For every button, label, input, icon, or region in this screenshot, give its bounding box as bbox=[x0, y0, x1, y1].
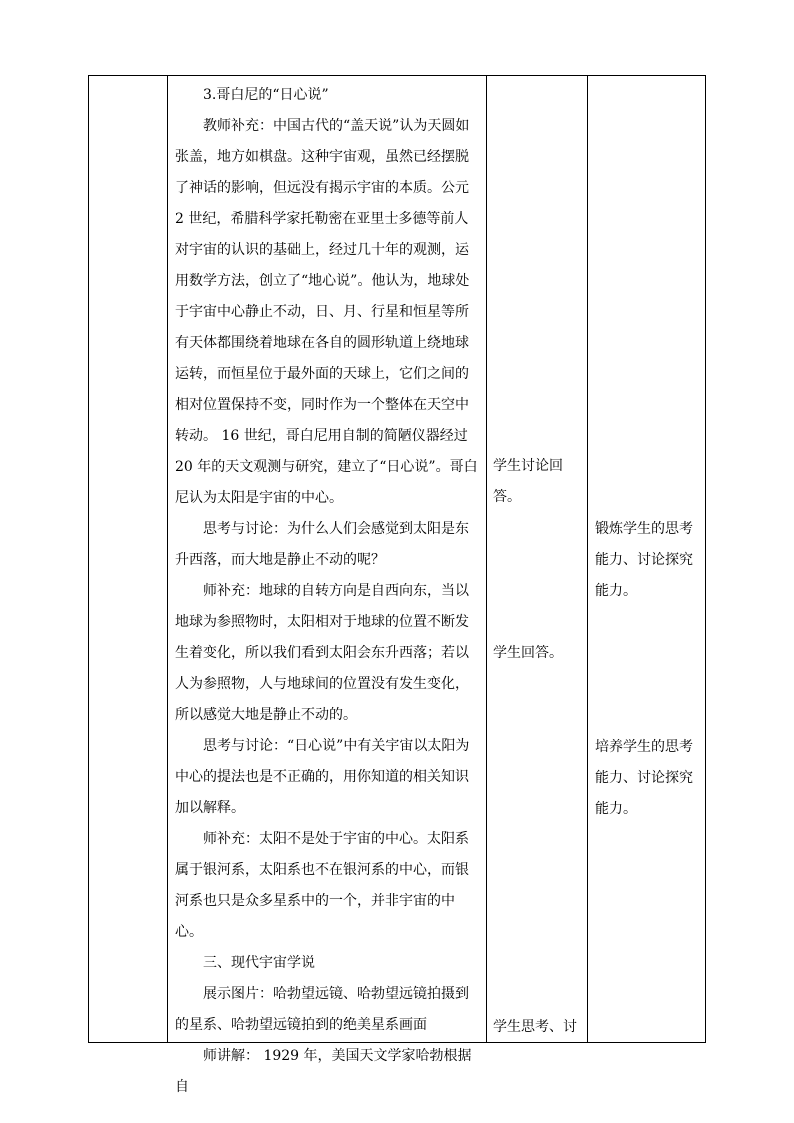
student-activity-item: 学生回答。 bbox=[493, 645, 563, 661]
paragraph: 教师补充：中国古代的“盖天说”认为天圆如张盖，地方如棋盘。这种宇宙观，虽然已经摆脱了神话的影响，但远没有揭示宇宙的本质。公元 2 世纪，希腊科学家托勒密在亚里士多德等前人对宇宙的认识的基础上，经过几十年的观测，运用数学方法，创立了“地心说”。他认为，地球处于宇宙中心静止不动，日、月、行星和恒星等所有天体都围绕着地球在各自的圆形轨道上绕地球运转，而恒星位于最外面的天球上，它们之间的相对位置保持不变，同时作为一个整体在天空中转动。 16 世纪，哥白尼用自制的简陋仪器经过 20 年的天文观测与研究，建立了“日心说”。哥白尼认为太阳是宇宙的中心。 bbox=[175, 118, 478, 506]
paragraph: 师讲解： 1929 年，美国天文学家哈勃根据自 bbox=[175, 1048, 472, 1095]
teaching-content-cell bbox=[175, 80, 481, 1103]
lesson-table bbox=[88, 75, 706, 1095]
paragraph: 思考与讨论：“日心说”中有关宇宙以太阳为中心的提法也是不正确的，用你知道的相关知识加以解释。 bbox=[175, 738, 470, 816]
student-activity-item: 学生讨论回答。 bbox=[493, 458, 563, 505]
column-divider bbox=[587, 76, 588, 1042]
section-title: 3.哥白尼的“日心说” bbox=[203, 87, 329, 103]
student-activity-item: 学生思考、讨 bbox=[493, 1019, 577, 1035]
column-divider bbox=[486, 76, 487, 1042]
design-intent-item: 培养学生的思考能力、讨论探究能力。 bbox=[595, 739, 693, 817]
paragraph: 师补充：太阳不是处于宇宙的中心。太阳系属于银河系，太阳系也不在银河系的中心，而银河系也只是众多星系中的一个，并非宇宙的中心。 bbox=[175, 831, 469, 940]
column-divider bbox=[167, 76, 168, 1042]
paragraph: 思考与讨论：为什么人们会感觉到太阳是东升西落，而大地是静止不动的呢？ bbox=[175, 521, 469, 568]
design-intent-item: 锻炼学生的思考能力、讨论探究能力。 bbox=[595, 521, 693, 599]
paragraph: 展示图片：哈勃望远镜、哈勃望远镜拍摄到的星系、哈勃望远镜拍到的绝美星系画面 bbox=[175, 986, 469, 1033]
paragraph: 师补充：地球的自转方向是自西向东，当以地球为参照物时，太阳相对于地球的位置不断发生着变化，所以我们看到太阳会东升西落；若以人为参照物，人与地球间的位置没有发生变化，所以感觉大地是静止不动的。 bbox=[175, 583, 469, 723]
paragraph: 三、现代宇宙学说 bbox=[203, 955, 315, 971]
